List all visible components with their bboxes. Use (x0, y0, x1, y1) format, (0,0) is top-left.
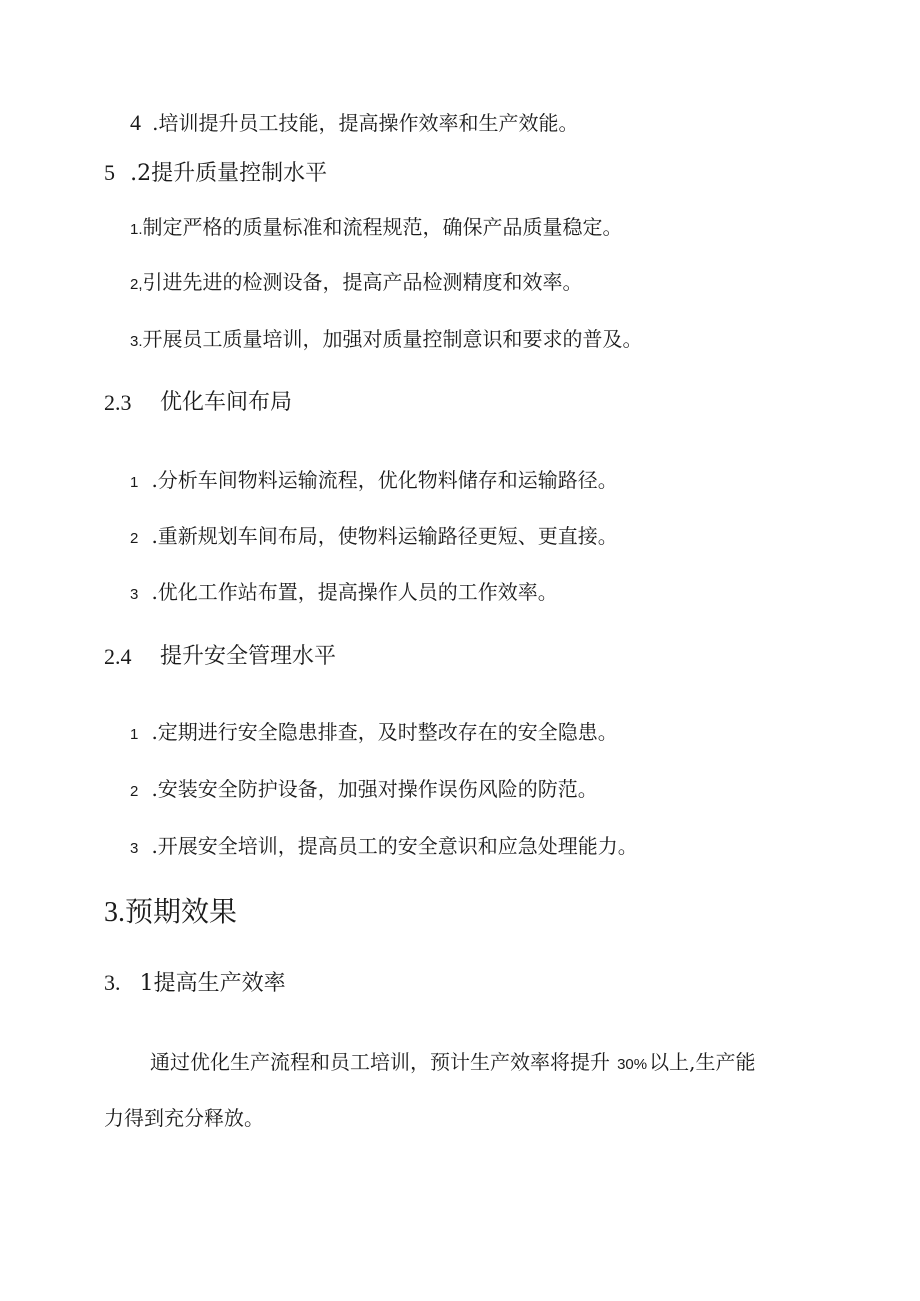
list-item (130, 526, 618, 546)
percentage-value: 30% (617, 1056, 648, 1073)
list-item-number: 1 (130, 726, 139, 743)
chapter-heading-title: 预期效果 (125, 895, 238, 928)
section-heading-number: 2.3 (104, 390, 132, 415)
chapter-heading (104, 895, 238, 928)
list-item (130, 217, 623, 237)
section-heading-title: 优化车间布局 (160, 390, 293, 415)
section-heading (104, 644, 337, 669)
paragraph-line (150, 1052, 755, 1072)
paragraph-text: 通过优化生产流程和员工培训，预计生产效率将提升 (150, 1050, 610, 1074)
list-item-text: .开展安全培训，提高员工的安全意识和应急处理能力。 (151, 834, 638, 858)
list-item (130, 272, 583, 292)
list-item-number: 3. (130, 333, 143, 350)
list-item (130, 722, 618, 742)
section-heading-title: .2提升质量控制水平 (130, 161, 328, 186)
list-item-text: .分析车间物料运输流程，优化物料储存和运输路径。 (151, 468, 618, 492)
section-heading-number: 2.4 (104, 644, 132, 669)
list-item-number: 1 (130, 474, 139, 491)
section-heading (104, 162, 327, 185)
list-item-number: 1. (130, 221, 143, 238)
list-item (130, 582, 558, 602)
list-item-number: 3 (130, 840, 139, 857)
list-item-text: .培训提升员工技能，提高操作效率和生产效能。 (152, 111, 579, 135)
section-heading-number: 3. (104, 970, 121, 995)
paragraph-line (104, 1108, 264, 1128)
list-item-number: 2 (130, 530, 139, 547)
section-heading (104, 390, 293, 415)
list-item-text: .定期进行安全隐患排查，及时整改存在的安全隐患。 (151, 720, 618, 744)
section-heading-number: 5 (104, 160, 115, 185)
section-heading (104, 972, 286, 995)
list-item-number: 2 (130, 783, 139, 800)
section-heading-title: 提升安全管理水平 (160, 644, 337, 669)
paragraph-text: 力得到充分释放。 (104, 1106, 264, 1130)
list-item (130, 779, 598, 799)
list-item-number: 2, (130, 276, 143, 293)
chapter-heading-number: 3. (104, 897, 125, 928)
list-item (130, 836, 638, 856)
list-item-text: 制定严格的质量标准和流程规范，确保产品质量稳定。 (142, 215, 623, 239)
list-item-text: 引进先进的检测设备，提高产品检测精度和效率。 (142, 270, 583, 294)
list-item (130, 112, 578, 134)
list-item-number: 3 (130, 586, 139, 603)
list-item-text: 开展员工质量培训，加强对质量控制意识和要求的普及。 (142, 327, 643, 351)
list-item (130, 329, 643, 349)
paragraph-text: 以上,生产能 (649, 1050, 756, 1074)
list-item-text: .安装安全防护设备，加强对操作误伤风险的防范。 (151, 777, 598, 801)
section-heading-title: 1提高生产效率 (139, 971, 286, 996)
list-item (130, 470, 618, 490)
list-item-number: 4 (130, 110, 141, 135)
list-item-text: .优化工作站布置，提高操作人员的工作效率。 (151, 580, 558, 604)
list-item-text: .重新规划车间布局，使物料运输路径更短、更直接。 (151, 524, 618, 548)
